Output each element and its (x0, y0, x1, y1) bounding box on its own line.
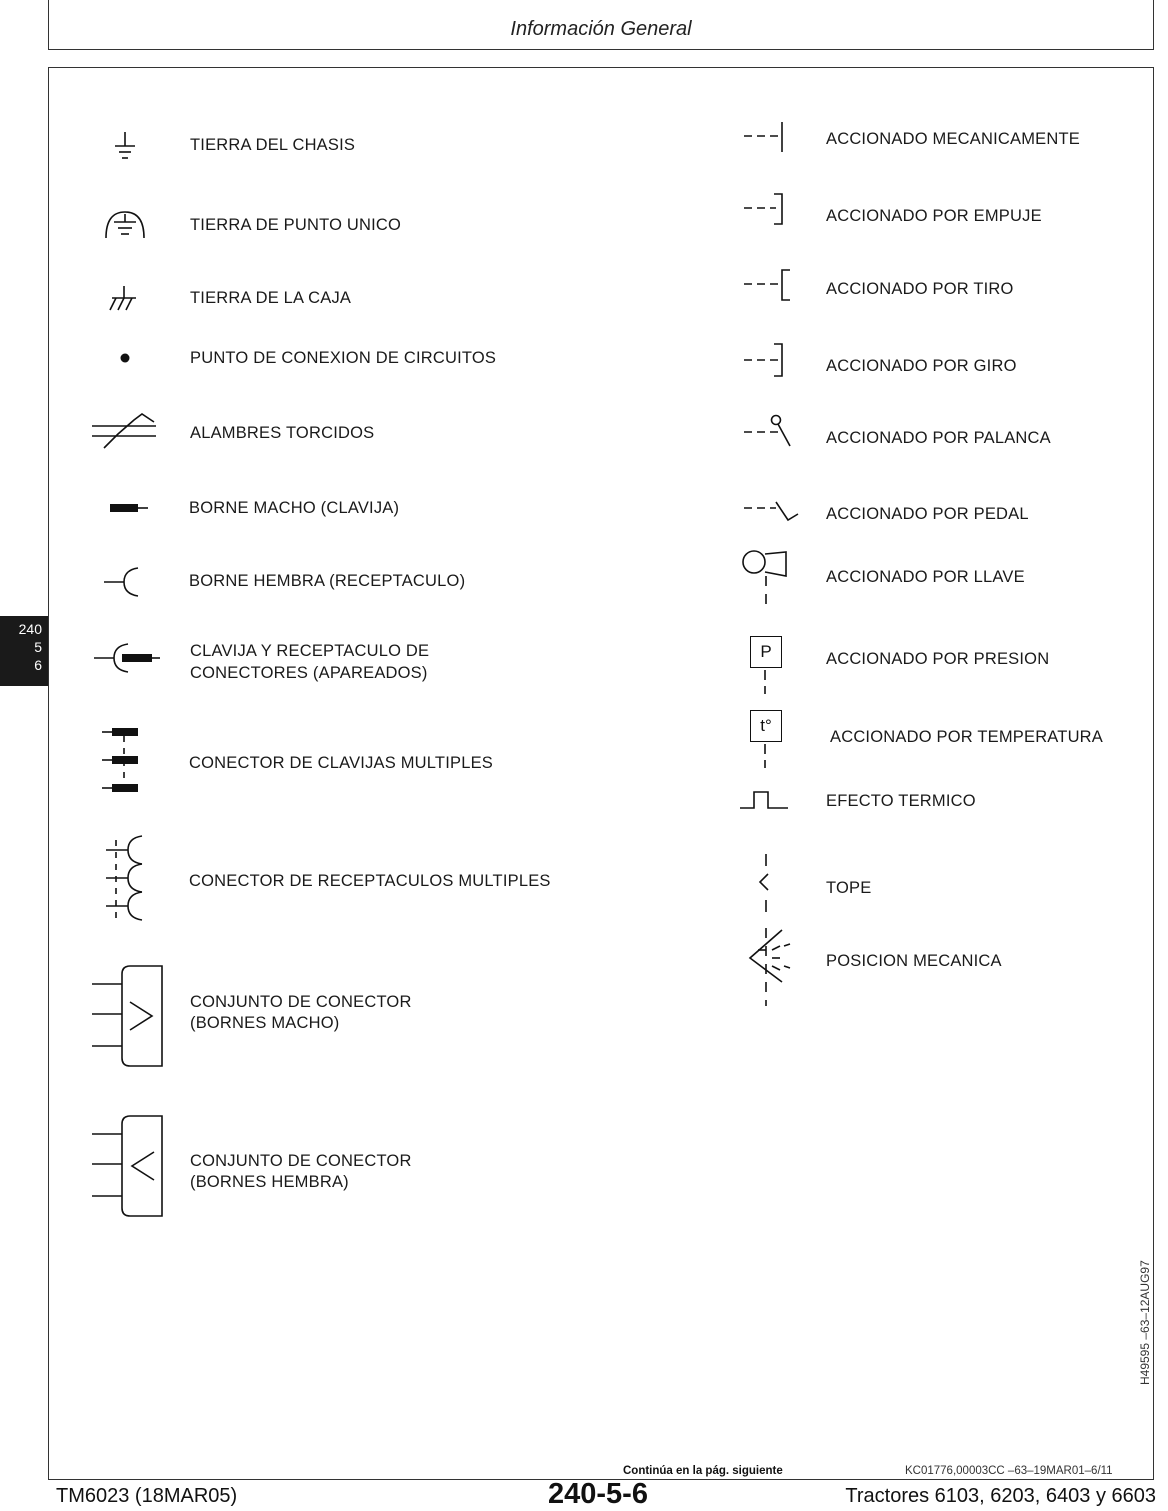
symbol-label-female-terminal: BORNE HEMBRA (RECEPTACULO) (189, 572, 466, 590)
lever-actuation-icon (742, 412, 796, 452)
header-title: Información General (510, 18, 692, 40)
section-tab-line-2: 5 (34, 639, 42, 655)
symbol-label-mechanical-position: POSICION MECANICA (826, 952, 1002, 970)
continued-note: Continúa en la pág. siguiente (623, 1465, 783, 1477)
symbol-label-detent: TOPE (826, 879, 872, 897)
symbol-label-thermal-effect: EFECTO TERMICO (826, 792, 976, 810)
connector-assembly-male-icon (90, 964, 168, 1070)
symbol-label-mated-connector-line-1: CLAVIJA Y RECEPTACULO DE (190, 642, 430, 660)
symbol-label-connector-assembly-male-line-1: CONJUNTO DE CONECTOR (190, 993, 412, 1011)
temperature-glyph: t° (750, 710, 782, 742)
male-terminal-icon (108, 500, 150, 516)
footer-product: Tractores 6103, 6203, 6403 y 6603 (845, 1485, 1156, 1507)
symbol-label-twisted-wires: ALAMBRES TORCIDOS (190, 424, 375, 442)
push-actuation-icon (742, 190, 790, 228)
symbol-label-mechanical-actuation: ACCIONADO MECANICAMENTE (826, 130, 1080, 148)
section-tab-line-3: 6 (34, 657, 42, 673)
mechanical-actuation-icon (742, 120, 790, 156)
multi-pin-connector-icon (100, 724, 144, 796)
symbol-label-multi-receptacle-connector: CONECTOR DE RECEPTACULOS MULTIPLES (189, 872, 551, 890)
connector-assembly-female-icon (90, 1114, 168, 1220)
temperature-actuation-icon (748, 708, 784, 770)
symbol-label-pedal-actuation: ACCIONADO POR PEDAL (826, 505, 1029, 523)
symbol-label-pull-actuation: ACCIONADO POR TIRO (826, 280, 1014, 298)
pull-actuation-icon (742, 266, 794, 306)
case-ground-icon (106, 284, 140, 314)
detent-icon (754, 852, 778, 914)
symbol-label-temperature-actuation: ACCIONADO POR TEMPERATURA (830, 728, 1104, 746)
mated-connector-icon (92, 642, 162, 674)
single-point-ground-icon (102, 208, 148, 242)
pressure-actuation-icon (748, 634, 784, 696)
footer-page-number: 240-5-6 (548, 1478, 648, 1510)
symbol-label-single-point-ground: TIERRA DE PUNTO UNICO (190, 216, 402, 234)
section-tab-line-1: 240 (18, 621, 42, 637)
symbol-label-chassis-ground: TIERRA DEL CHASIS (190, 136, 356, 154)
symbol-label-key-actuation: ACCIONADO POR LLAVE (826, 568, 1025, 586)
turn-actuation-icon (742, 340, 794, 382)
symbol-label-pressure-actuation: ACCIONADO POR PRESION (826, 650, 1050, 668)
figure-reference: H49595 –63–12AUG97 (1138, 1260, 1152, 1385)
symbol-label-connector-assembly-male-line-2: (BORNES MACHO) (190, 1014, 340, 1032)
symbol-label-case-ground: TIERRA DE LA CAJA (190, 289, 352, 307)
female-terminal-icon (102, 566, 142, 598)
footer-manual-id: TM6023 (18MAR05) (56, 1485, 238, 1507)
page-header (48, 0, 1154, 50)
key-actuation-icon (740, 546, 792, 612)
symbol-label-male-terminal: BORNE MACHO (CLAVIJA) (189, 499, 400, 517)
chassis-ground-icon (110, 130, 140, 164)
symbol-label-mated-connector-line-2: CONECTORES (APAREADOS) (190, 664, 428, 682)
twisted-wires-icon (90, 410, 160, 452)
document-reference: KC01776,00003CC –63–19MAR01–6/11 (905, 1465, 1113, 1477)
pedal-actuation-icon (742, 492, 800, 528)
symbol-label-multi-pin-connector: CONECTOR DE CLAVIJAS MULTIPLES (189, 754, 493, 772)
multi-receptacle-connector-icon (100, 832, 146, 922)
symbol-label-connection-point: PUNTO DE CONEXION DE CIRCUITOS (190, 349, 497, 367)
thermal-effect-icon (738, 788, 790, 812)
symbol-label-push-actuation: ACCIONADO POR EMPUJE (826, 207, 1042, 225)
mechanical-position-icon (744, 926, 796, 1010)
symbol-label-lever-actuation: ACCIONADO POR PALANCA (826, 429, 1051, 447)
symbol-label-connector-assembly-female-line-2: (BORNES HEMBRA) (190, 1173, 349, 1191)
section-tab (0, 616, 48, 686)
pressure-glyph: P (750, 636, 782, 668)
connection-point-icon (118, 351, 132, 365)
symbol-label-turn-actuation: ACCIONADO POR GIRO (826, 357, 1017, 375)
symbol-label-connector-assembly-female-line-1: CONJUNTO DE CONECTOR (190, 1152, 412, 1170)
